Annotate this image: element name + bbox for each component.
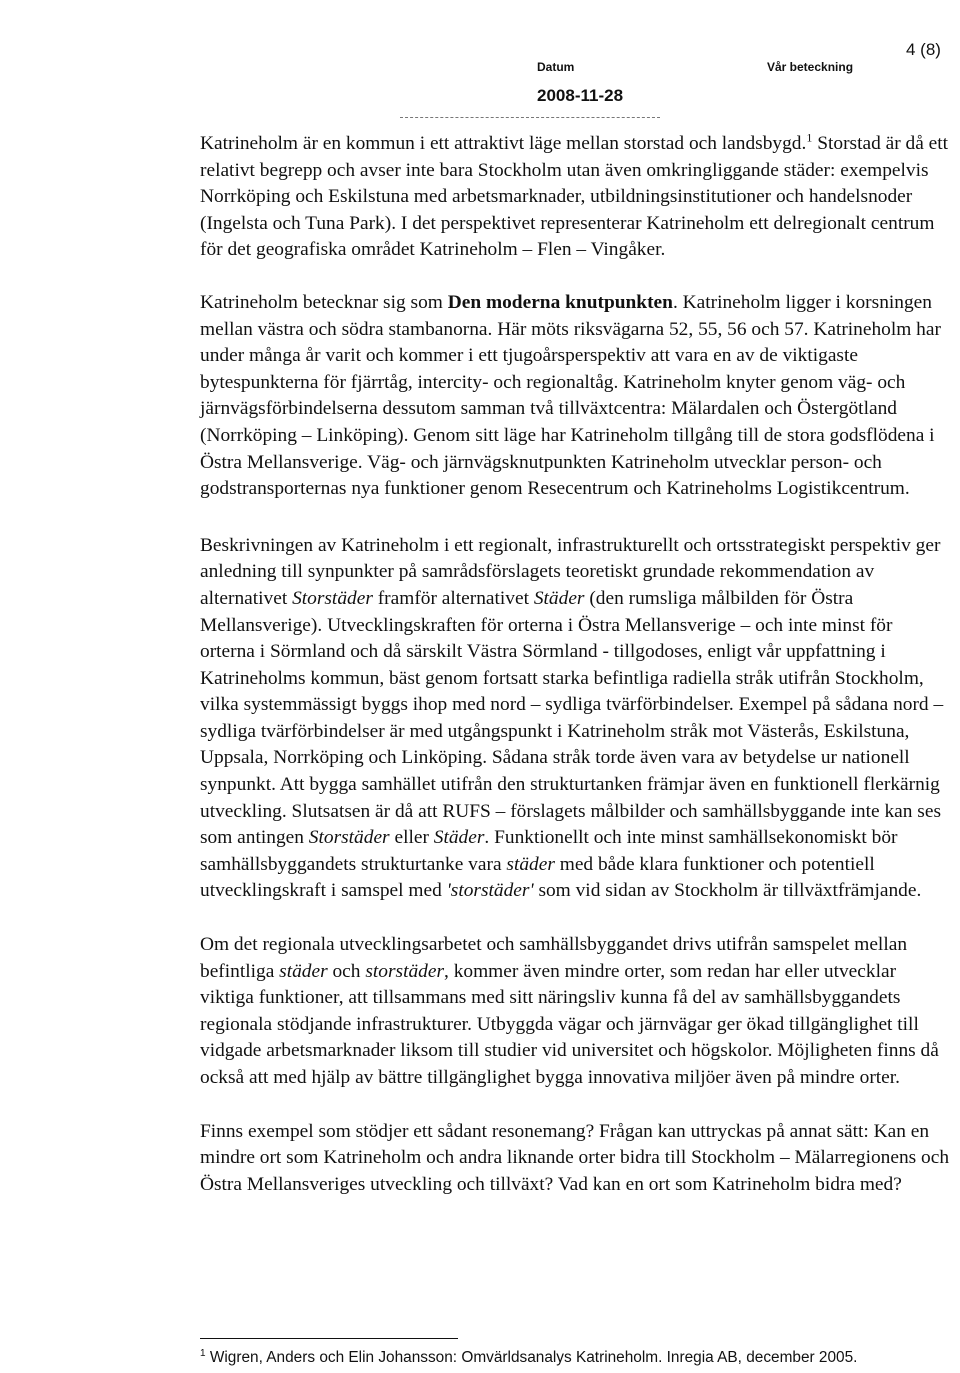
- document-body: [200, 131, 952, 1198]
- footnote-text: Wigren, Anders och Elin Johansson: Omvärldsanalys Katrineholm. Inregia AB, december 2005.: [205, 1349, 858, 1366]
- emphasis-knutpunkten: Den moderna knutpunkten: [447, 291, 673, 313]
- paragraph-regional: Beskrivningen av Katrineholm i ett regionalt, infrastrukturellt och ortsstrategiskt perspektiv ger anledning till synpunkter på samrådsförslagets teoretiskt grundade rekommendation av alternativet Storstäder framför alternativet Städer (den rumsliga målbilden för Östra Mellansverige). Utvecklingskraften för orterna i Östra Mellansverige – och inte minst för orterna i Sörmland och då särskilt Västra Sörmland - tillgodoses, enligt vår uppfattning i Katrineholms kommun, bäst genom fortsatt starka befintliga radiella stråk utifrån Stockholm, vilka systemmässigt byggs ihop med nord – sydliga tvärförbindelser. Exempel på sådana nord – sydliga tvärförbindelser är med utgångspunkt i Katrineholm stråk mot Västerås, Eskilstuna, Uppsala, Norrköping och Linköping. Sådana stråk torde även vara av betydelse ur nationell synpunkt. Att bygga samhället utifrån den strukturtanken främjar även en funktionell flerkärnig utveckling. Slutsatsen är då att RUFS – förslagets målbilder och samhällsbyggande inte kan ses som antingen Storstäder eller Städer. Funktionellt och inte minst samhällsekonomiskt bör samhällsbyggandets strukturtanke vara städer med både klara funktioner och potentiell utvecklingskraft i samspel med 'storstäder' som vid sidan av Stockholm är tillväxtfrämjande.: [200, 534, 944, 902]
- footnote-rule: [200, 1338, 458, 1339]
- footnote-ref: 1: [806, 130, 813, 145]
- paragraph-intro: Katrineholm är en kommun i ett attraktivt läge mellan storstad och landsbygd.$^1$ Storstad är då ett relativt begrepp och avser inte bara Stockholm utan även omkringliggande städer: exempelvis Norrköping och Eskilstuna med arbetsmarknader, utbildningsinstitutioner och handelsnoder (Ingelsta och Tuna Park). I det perspektivet representerar Katrineholm ett delregionalt centrum för det geografiska området Katrineholm – Flen – Vingåker.: [200, 130, 949, 261]
- paragraph-knutpunkt: Katrineholm betecknar sig som Den moderna knutpunkten. Katrineholm ligger i korsningen mellan västra och södra stambanorna. Här möts riksvägarna 52, 55, 56 och 57. Katrineholm har under många år varit och kommer i ett tjugoårsperspektiv att vara en av de viktigaste bytespunkterna för fjärrtåg, intercity- och regionaltåg. Katrineholm knyter genom väg- och järnvägsförbindelserna dessutom samman två tillväxtcentra: Mälardalen och Östergötland (Norrköping – Linköping). Genom sitt läge har Katrineholm tillgång till de stora godsflödena i Östra Mellansverige. Väg- och järnvägsknutpunkten Katrineholm utvecklar person- och godstransporternas nya funktioner genom Resecentrum och Katrineholms Logistikcentrum.: [200, 291, 941, 500]
- footnote: [200, 1349, 857, 1367]
- datum-label: Datum: [537, 60, 575, 74]
- reference-label: Vår beteckning: [767, 60, 854, 74]
- footnote-number: 1: [200, 1347, 206, 1359]
- scan-artifact-divider: [400, 117, 660, 119]
- document-date: 2008-11-28: [537, 86, 624, 105]
- paragraph-utveckling: Om det regionala utvecklingsarbetet och samhällsbyggandet drivs utifrån samspelet mellan befintliga städer och storstäder, kommer även mindre orter, som redan har eller utvecklar viktiga funktioner, att tillsammans med sitt näringsliv kunna få del av samhällsbyggandets regionala stödjande infrastrukturer. Utbyggda vägar och järnvägar ger ökad tillgänglighet till vidgade arbetsmarknader liksom till studier vid universitet och högskolor. Möjligheten finns då också att med hjälp av bättre tillgänglighet bygga innovativa miljöer även på mindre orter.: [200, 934, 939, 1088]
- page-number: 4 (8): [906, 40, 941, 59]
- paragraph-question: Finns exempel som stödjer ett sådant resonemang? Frågan kan uttryckas på annat sätt: Kan en mindre ort som Katrineholm och andra liknande orter bidra till Stockholm – Mälarregionens och Östra Mellansveriges utveckling och tillväxt? Vad kan en ort som Katrineholm bidra med?: [200, 1120, 950, 1195]
